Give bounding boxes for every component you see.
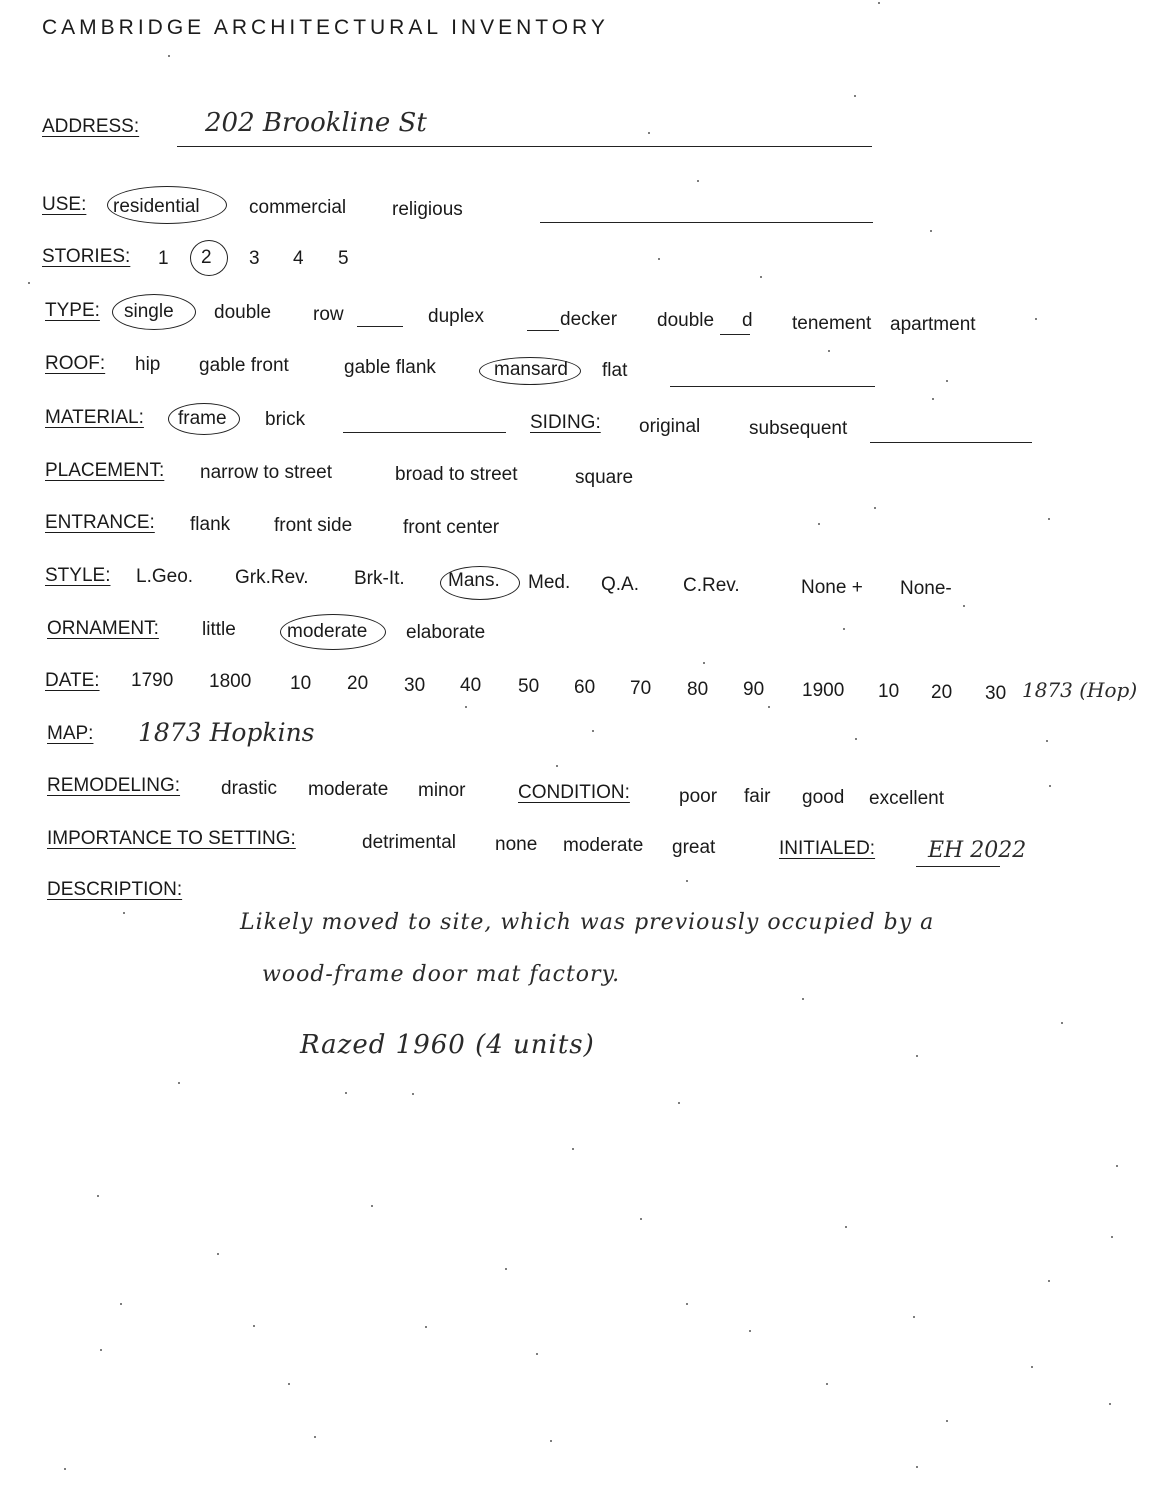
scan-speck <box>1049 785 1051 787</box>
style-option-med: Med. <box>528 572 571 593</box>
placement-label: PLACEMENT: <box>45 460 165 481</box>
row-blank-line <box>357 326 403 327</box>
scan-speck <box>253 1325 255 1327</box>
initialed-label: INITIALED: <box>779 838 876 859</box>
map-label: MAP: <box>47 723 94 744</box>
date-option: 30 <box>404 675 426 696</box>
stories-option-3: 3 <box>249 248 260 269</box>
scan-speck <box>1048 1280 1050 1282</box>
scan-speck <box>1046 740 1048 742</box>
style-option-lgeo: L.Geo. <box>136 566 194 587</box>
scan-speck <box>703 662 705 664</box>
type-label: TYPE: <box>45 300 100 321</box>
material-option-brick: brick <box>265 409 306 430</box>
roof-option-gable-flank: gable flank <box>344 357 436 378</box>
entrance-option-flank: flank <box>190 514 231 535</box>
siding-other-line <box>870 442 1032 443</box>
scan-speck <box>572 1148 574 1150</box>
scan-speck <box>412 1093 414 1095</box>
scan-speck <box>536 1353 538 1355</box>
entrance-label: ENTRANCE: <box>45 512 155 533</box>
roof-label: ROOF: <box>45 353 106 374</box>
map-value: 1873 Hopkins <box>138 718 315 747</box>
scan-speck <box>826 1383 828 1385</box>
address-label: ADDRESS: <box>42 116 140 137</box>
scan-speck <box>178 1082 180 1084</box>
type-option-decker: decker <box>560 309 618 330</box>
scan-speck <box>802 998 804 1000</box>
use-option-commercial: commercial <box>249 197 347 218</box>
description-line: Likely moved to site, which was previously occupied by a <box>240 910 935 935</box>
entrance-option-front-center: front center <box>403 517 500 538</box>
scan-speck <box>697 180 699 182</box>
scan-speck <box>1035 318 1037 320</box>
initialed-value: EH 2022 <box>928 838 1027 863</box>
type-option-apartment: apartment <box>890 314 976 335</box>
importance-option-great: great <box>672 837 716 858</box>
stories-option-1: 1 <box>158 248 169 269</box>
date-option: 80 <box>687 679 709 700</box>
use-option-residential: residential <box>113 196 200 217</box>
date-option: 20 <box>347 673 369 694</box>
placement-option-square: square <box>575 467 634 488</box>
decker-blank-line <box>527 330 559 331</box>
selection-circle <box>107 186 227 224</box>
date-option: 70 <box>630 678 652 699</box>
scan-speck <box>97 1195 99 1197</box>
roof-option-hip: hip <box>135 354 161 375</box>
scan-speck <box>168 55 170 57</box>
type-option-duplex: duplex <box>428 306 484 327</box>
scan-speck <box>505 1268 507 1270</box>
selection-circle <box>479 357 581 385</box>
scan-speck <box>913 1316 915 1318</box>
use-label: USE: <box>42 194 87 215</box>
scan-speck <box>768 706 770 708</box>
condition-option-fair: fair <box>744 786 771 807</box>
ornament-option-elaborate: elaborate <box>406 622 486 643</box>
stories-option-4: 4 <box>293 248 304 269</box>
selection-circle <box>112 294 196 330</box>
scan-speck <box>64 1468 66 1470</box>
scan-speck <box>843 628 845 630</box>
date-option: 1790 <box>131 670 174 691</box>
remodeling-option-drastic: drastic <box>221 778 277 799</box>
entrance-option-front-side: front side <box>274 515 353 536</box>
material-other-line <box>343 432 506 433</box>
scan-speck <box>963 605 965 607</box>
scan-speck <box>874 507 876 509</box>
description-line: wood-frame door mat factory. <box>262 962 621 987</box>
stories-option-5: 5 <box>338 248 349 269</box>
selection-circle <box>190 240 228 276</box>
scan-speck <box>1048 518 1050 520</box>
importance-label: IMPORTANCE TO SETTING: <box>47 828 296 849</box>
scan-speck <box>845 1226 847 1228</box>
initialed-line <box>916 866 1000 867</box>
date-option: 30 <box>985 683 1007 704</box>
importance-option-moderate: moderate <box>563 835 644 856</box>
scan-speck <box>855 738 857 740</box>
scan-speck <box>371 1205 373 1207</box>
scan-speck <box>1031 1366 1033 1368</box>
scan-speck <box>1061 1022 1063 1024</box>
type-option-d: d <box>742 310 753 331</box>
material-label: MATERIAL: <box>45 407 144 428</box>
address-value: 202 Brookline St <box>205 108 427 138</box>
form-title: CAMBRIDGE ARCHITECTURAL INVENTORY <box>42 16 609 39</box>
date-label: DATE: <box>45 670 100 691</box>
siding-option-original: original <box>639 416 701 437</box>
scan-speck <box>916 1055 918 1057</box>
ornament-option-moderate: moderate <box>287 621 368 642</box>
type-option-tenement: tenement <box>792 313 872 334</box>
scan-speck <box>818 523 820 525</box>
style-option-none-minus: None- <box>900 578 952 599</box>
type-option-row: row <box>313 304 344 325</box>
scan-speck <box>288 1383 290 1385</box>
condition-option-good: good <box>802 787 845 808</box>
scan-speck <box>1116 1165 1118 1167</box>
scan-speck <box>686 880 688 882</box>
scan-speck <box>28 282 30 284</box>
scan-speck <box>648 132 650 134</box>
scan-speck <box>100 1349 102 1351</box>
type-option-double: double <box>214 302 272 323</box>
type-option-single: single <box>124 301 174 322</box>
scan-speck <box>123 912 125 914</box>
style-option-grkrev: Grk.Rev. <box>235 567 309 588</box>
use-option-religious: religious <box>392 199 463 220</box>
date-option: 90 <box>743 679 765 700</box>
double-d-blank-line <box>720 334 750 335</box>
description-line: Razed 1960 (4 units) <box>300 1030 595 1060</box>
scan-speck <box>465 706 467 708</box>
date-handwritten: 1873 (Hop) <box>1022 678 1138 702</box>
scan-speck <box>217 1253 219 1255</box>
siding-label: SIDING: <box>530 412 601 433</box>
importance-option-none: none <box>495 834 538 855</box>
stories-option-2: 2 <box>201 247 212 268</box>
scan-speck <box>314 1436 316 1438</box>
scan-speck <box>640 1218 642 1220</box>
importance-option-detrimental: detrimental <box>362 832 456 853</box>
address-line <box>177 146 872 147</box>
style-label: STYLE: <box>45 565 111 586</box>
scan-speck <box>120 1303 122 1305</box>
selection-circle <box>168 403 240 435</box>
scan-speck <box>930 230 932 232</box>
scan-speck <box>556 765 558 767</box>
remodeling-label: REMODELING: <box>47 775 181 796</box>
scan-speck <box>854 95 856 97</box>
placement-option-narrow: narrow to street <box>200 462 332 483</box>
scan-speck <box>1109 1403 1111 1405</box>
date-option: 50 <box>518 676 540 697</box>
condition-option-poor: poor <box>679 786 718 807</box>
roof-option-mansard: mansard <box>494 359 568 380</box>
roof-other-line <box>670 386 875 387</box>
scan-speck <box>916 1466 918 1468</box>
description-label: DESCRIPTION: <box>47 879 183 900</box>
ornament-option-little: little <box>202 619 236 640</box>
condition-option-excellent: excellent <box>869 788 944 809</box>
scan-speck <box>425 1326 427 1328</box>
scan-speck <box>345 1092 347 1094</box>
style-option-none-plus: None + <box>801 577 863 598</box>
scan-speck <box>592 730 594 732</box>
style-option-crev: C.Rev. <box>683 575 740 596</box>
scan-speck <box>686 1303 688 1305</box>
ornament-label: ORNAMENT: <box>47 618 159 639</box>
roof-option-flat: flat <box>602 360 628 381</box>
scan-speck <box>878 2 880 4</box>
type-option-double-d: double <box>657 310 715 331</box>
selection-circle <box>440 566 520 600</box>
scan-speck <box>946 380 948 382</box>
date-option: 10 <box>290 673 312 694</box>
style-option-qa: Q.A. <box>601 574 640 595</box>
scan-speck <box>932 398 934 400</box>
scan-speck <box>1111 1236 1113 1238</box>
scan-speck <box>749 1330 751 1332</box>
selection-circle <box>280 614 386 650</box>
stories-label: STORIES: <box>42 246 131 267</box>
remodeling-option-minor: minor <box>418 780 466 801</box>
remodeling-option-moderate: moderate <box>308 779 389 800</box>
condition-label: CONDITION: <box>518 782 630 803</box>
scan-speck <box>678 1102 680 1104</box>
scan-speck <box>946 1420 948 1422</box>
placement-option-broad: broad to street <box>395 464 518 485</box>
style-option-mans: Mans. <box>448 570 500 591</box>
date-option: 40 <box>460 675 482 696</box>
material-option-frame: frame <box>178 408 227 429</box>
roof-option-gable-front: gable front <box>199 355 289 376</box>
date-option: 1800 <box>209 671 252 692</box>
scan-speck <box>550 1440 552 1442</box>
use-other-line <box>540 222 873 223</box>
date-option: 60 <box>574 677 596 698</box>
scan-speck <box>760 276 762 278</box>
date-option: 10 <box>878 681 900 702</box>
style-option-brkit: Brk-It. <box>354 568 405 589</box>
date-option: 20 <box>931 682 953 703</box>
scan-speck <box>828 350 830 352</box>
scan-speck <box>658 258 660 260</box>
siding-option-subsequent: subsequent <box>749 418 848 439</box>
date-option: 1900 <box>802 680 845 701</box>
